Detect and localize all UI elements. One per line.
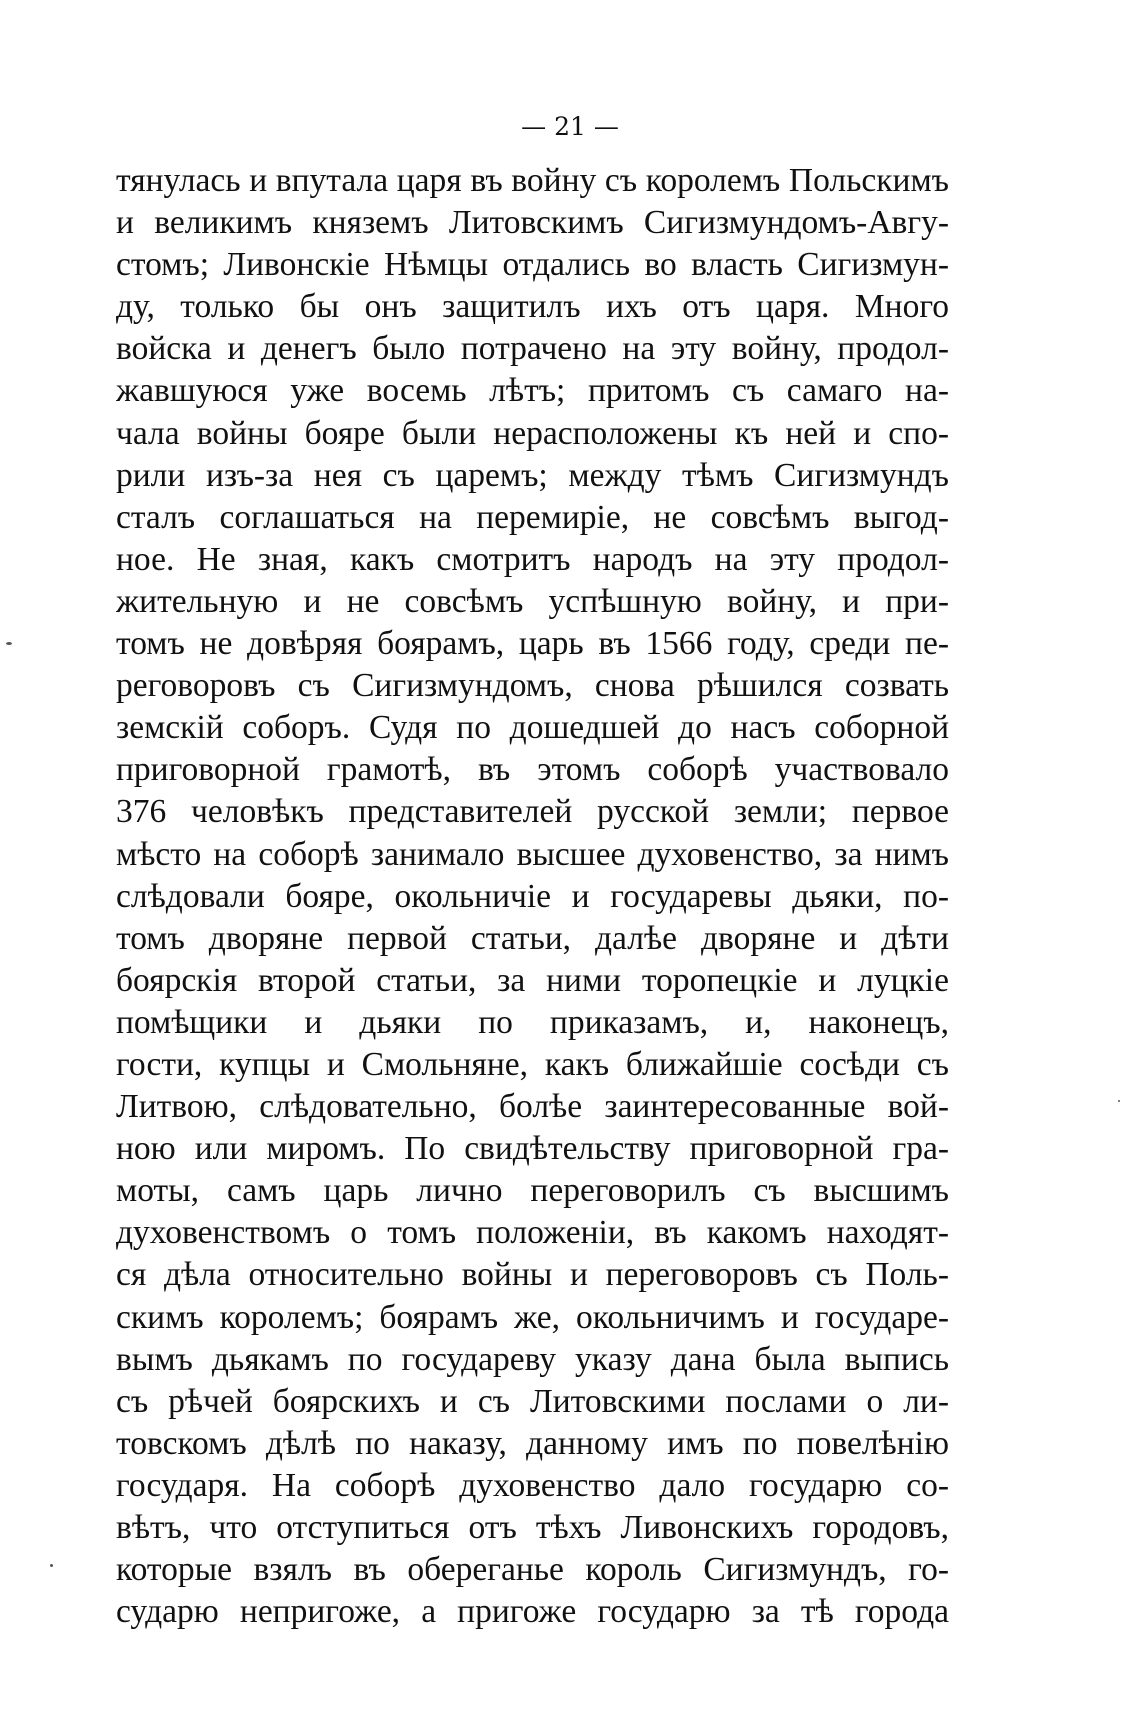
text-line: сударю непригоже, а пригоже государю за тѣ города bbox=[116, 1593, 949, 1631]
scan-speck bbox=[6, 642, 12, 645]
text-line: ною или миромъ. По свидѣтельству приговорной гра- bbox=[116, 1130, 949, 1168]
text-line: ное. Не зная, какъ смотритъ народъ на эту продол- bbox=[116, 540, 949, 578]
text-line: жительную и не совсѣмъ успѣшную войну, и при- bbox=[116, 582, 949, 620]
text-line: рили изъ-за нея съ царемъ; между тѣмъ Сигизмундъ bbox=[116, 456, 949, 494]
text-line: гости, купцы и Смольняне, какъ ближайшіе сосѣди съ bbox=[116, 1045, 949, 1083]
text-line: жавшуюся уже восемь лѣтъ; притомъ съ самаго на- bbox=[116, 372, 949, 410]
text-line: земскій соборъ. Судя по дошедшей до насъ соборной bbox=[116, 709, 949, 747]
text-line: томъ дворяне первой статьи, далѣе дворяне и дѣти bbox=[116, 919, 949, 957]
text-line: вымъ дьякамъ по государеву указу дана была выпись bbox=[116, 1340, 949, 1378]
text-line: стомъ; Ливонскіе Нѣмцы отдались во власть Сигизмун- bbox=[116, 246, 949, 284]
text-line: чала войны бояре были нерасположены къ ней и спо- bbox=[116, 414, 949, 452]
text-line: духовенствомъ о томъ положеніи, въ какомъ находят- bbox=[116, 1214, 949, 1252]
text-line: съ рѣчей боярскихъ и съ Литовскими послами о ли- bbox=[116, 1382, 949, 1420]
text-line: моты, самъ царь лично переговорилъ съ высшимъ bbox=[116, 1172, 949, 1210]
text-line: мѣсто на соборѣ занимало высшее духовенство, за нимъ bbox=[116, 835, 949, 873]
text-line: боярскія второй статьи, за ними торопецкіе и луцкіе bbox=[116, 961, 949, 999]
text-line: товскомъ дѣлѣ по наказу, данному имъ по повелѣнію bbox=[116, 1424, 949, 1462]
text-line: томъ не довѣряя боярамъ, царь въ 1566 году, среди пе- bbox=[116, 625, 949, 663]
text-line: ду, только бы онъ защитилъ ихъ отъ царя. Много bbox=[116, 288, 949, 326]
text-line: скимъ королемъ; боярамъ же, окольничимъ и государе- bbox=[116, 1298, 949, 1336]
text-line: и великимъ княземъ Литовскимъ Сигизмундомъ-Авгу- bbox=[116, 204, 949, 242]
scan-speck bbox=[50, 1564, 53, 1567]
scan-speck bbox=[1118, 1100, 1120, 1102]
page-number: — 21 — bbox=[521, 112, 619, 141]
text-line: войска и денегъ было потрачено на эту войну, продол- bbox=[116, 330, 949, 368]
text-line: вѣтъ, что отступиться отъ тѣхъ Ливонскихъ городовъ, bbox=[116, 1509, 949, 1546]
text-line: 376 человѣкъ представителей русской земли; первое bbox=[116, 793, 949, 831]
text-line: приговорной грамотѣ, въ этомъ соборѣ участвовало bbox=[116, 751, 949, 789]
text-line: которые взялъ въ обереганье король Сигизмундъ, го- bbox=[116, 1551, 949, 1589]
text-line: тянулась и впутала царя въ войну съ королемъ Польскимъ bbox=[116, 162, 949, 199]
text-line: Литвою, слѣдовательно, болѣе заинтересованные вой- bbox=[116, 1088, 949, 1126]
text-line: реговоровъ съ Сигизмундомъ, снова рѣшился созвать bbox=[116, 667, 949, 705]
text-line: помѣщики и дьяки по приказамъ, и, наконецъ, bbox=[116, 1003, 949, 1041]
text-line: ся дѣла относительно войны и переговоровъ съ Поль- bbox=[116, 1256, 949, 1294]
text-line: слѣдовали бояре, окольничіе и государевы дьяки, по- bbox=[116, 877, 949, 915]
text-line: сталъ соглашаться на перемиріе, не совсѣмъ выгод- bbox=[116, 498, 949, 536]
body-text bbox=[116, 160, 949, 1633]
text-line: государя. На соборѣ духовенство дало государю со- bbox=[116, 1466, 949, 1504]
